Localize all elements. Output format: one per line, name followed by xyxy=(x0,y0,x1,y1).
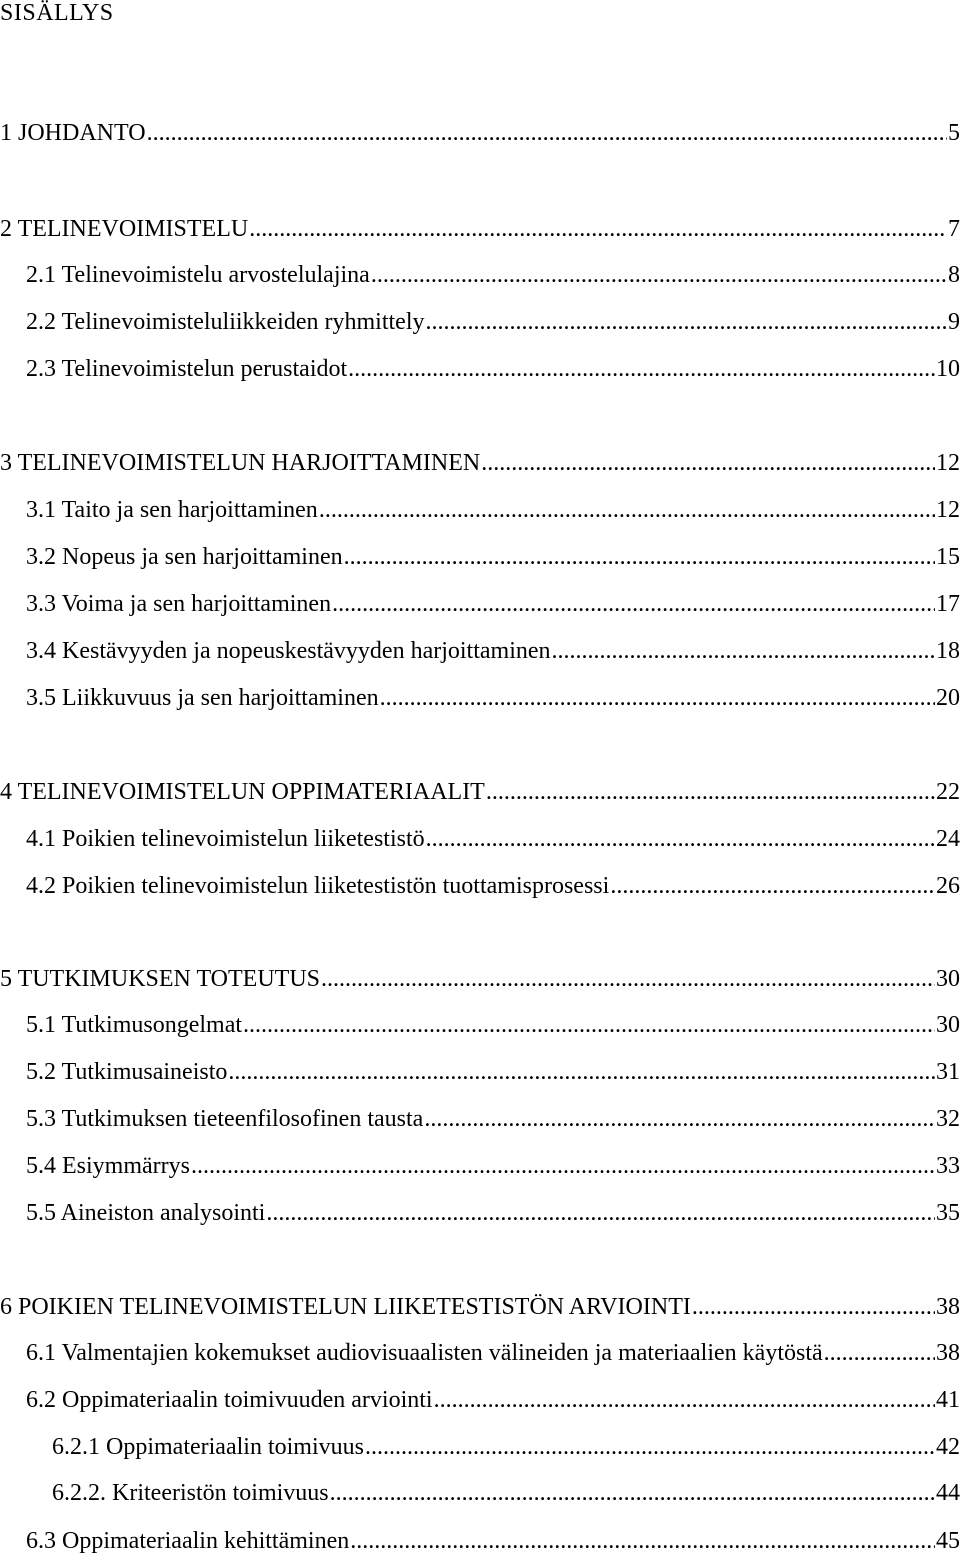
toc-entry[interactable] xyxy=(26,1383,960,1413)
toc-entry-title: 1 JOHDANTO xyxy=(0,120,146,146)
page-title: SISÄLLYS xyxy=(0,0,114,26)
toc-dot-leader xyxy=(266,1200,935,1226)
toc-entry[interactable] xyxy=(0,962,960,992)
toc-entry[interactable] xyxy=(26,352,960,382)
toc-entry-title: 5 TUTKIMUKSEN TOTEUTUS xyxy=(0,966,321,992)
toc-page-number: 30 xyxy=(936,966,960,992)
toc-entry-title: 2.1 Telinevoimistelu arvostelulajina xyxy=(26,262,370,288)
toc-dot-leader xyxy=(824,1340,935,1366)
toc-dot-leader xyxy=(321,966,935,992)
toc-entry[interactable] xyxy=(26,1008,960,1038)
toc-entry-title: 5.2 Tutkimusaineisto xyxy=(26,1059,228,1085)
toc-entry[interactable] xyxy=(26,540,960,570)
toc-page-number: 9 xyxy=(948,309,960,335)
toc-page-number: 33 xyxy=(936,1153,960,1179)
toc-page-number: 24 xyxy=(936,826,960,852)
toc-page-number: 12 xyxy=(936,450,960,476)
toc-entry[interactable] xyxy=(52,1430,960,1460)
toc-entry[interactable] xyxy=(26,634,960,664)
toc-page-number: 7 xyxy=(948,216,960,242)
toc-entry-title: 2 TELINEVOIMISTELU xyxy=(0,216,249,242)
toc-entry-title: 3.5 Liikkuvuus ja sen harjoittaminen xyxy=(26,685,379,711)
toc-entry[interactable] xyxy=(26,305,960,335)
toc-entry-title: 6.1 Valmentajien kokemukset audiovisuaalisten välineiden ja materiaalien käytöstä xyxy=(26,1340,823,1366)
toc-dot-leader xyxy=(486,779,935,805)
toc-entry-title: 6.2.1 Oppimateriaalin toimivuus xyxy=(52,1434,364,1460)
toc-entry-title: 2.2 Telinevoimisteluliikkeiden ryhmittely xyxy=(26,309,425,335)
toc-entry[interactable] xyxy=(26,587,960,617)
toc-page-number: 42 xyxy=(936,1434,960,1460)
toc-page-number: 31 xyxy=(936,1059,960,1085)
toc-entry[interactable] xyxy=(52,1476,960,1506)
toc-dot-leader xyxy=(319,497,935,523)
toc-entry[interactable] xyxy=(26,1102,960,1132)
toc-dot-leader xyxy=(243,1012,935,1038)
toc-entry-title: 6.2.2. Kriteeristön toimivuus xyxy=(52,1480,329,1506)
toc-dot-leader xyxy=(424,1106,935,1132)
toc-entry[interactable] xyxy=(0,1290,960,1320)
toc-dot-leader xyxy=(610,873,935,899)
toc-entry[interactable] xyxy=(26,681,960,711)
toc-entry-title: 4 TELINEVOIMISTELUN OPPIMATERIAALIT xyxy=(0,779,485,805)
toc-dot-leader xyxy=(228,1059,935,1085)
toc-page-number: 18 xyxy=(936,638,960,664)
toc-dot-leader xyxy=(481,450,935,476)
toc-page-number: 35 xyxy=(936,1200,960,1226)
toc-page-number: 8 xyxy=(948,262,960,288)
toc-entry[interactable] xyxy=(26,1196,960,1226)
toc-page-number: 22 xyxy=(936,779,960,805)
toc-dot-leader xyxy=(425,309,947,335)
toc-entry-title: 3 TELINEVOIMISTELUN HARJOITTAMINEN xyxy=(0,450,481,476)
toc-entry-title: 6 POIKIEN TELINEVOIMISTELUN LIIKETESTISTÖN ARVIOINTI xyxy=(0,1294,691,1320)
toc-page-number: 41 xyxy=(936,1387,960,1413)
toc-entry-title: 5.5 Aineiston analysointi xyxy=(26,1200,266,1226)
toc-dot-leader xyxy=(552,638,935,664)
toc-dot-leader xyxy=(692,1294,935,1320)
toc-dot-leader xyxy=(426,826,935,852)
toc-page-number: 26 xyxy=(936,873,960,899)
toc-page-number: 5 xyxy=(948,120,960,146)
toc-entry-title: 3.2 Nopeus ja sen harjoittaminen xyxy=(26,544,343,570)
toc-entry-title: 4.1 Poikien telinevoimistelun liiketestistö xyxy=(26,826,425,852)
toc-entry-title: 3.3 Voima ja sen harjoittaminen xyxy=(26,591,332,617)
toc-entry[interactable] xyxy=(26,1149,960,1179)
toc-dot-leader xyxy=(371,262,947,288)
toc-entry[interactable] xyxy=(0,446,960,476)
toc-entry[interactable] xyxy=(26,1524,960,1554)
toc-entry[interactable] xyxy=(26,822,960,852)
toc-page-number: 30 xyxy=(936,1012,960,1038)
toc-entry[interactable] xyxy=(26,258,960,288)
toc-entry[interactable] xyxy=(0,212,960,242)
toc-entry[interactable] xyxy=(26,1336,960,1366)
toc-entry-title: 5.3 Tutkimuksen tieteenfilosofinen tausta xyxy=(26,1106,424,1132)
toc-entry-title: 2.3 Telinevoimistelun perustaidot xyxy=(26,356,348,382)
toc-entry[interactable] xyxy=(26,493,960,523)
toc-dot-leader xyxy=(249,216,947,242)
toc-page-number: 45 xyxy=(936,1528,960,1554)
toc-page-number: 20 xyxy=(936,685,960,711)
toc-entry[interactable] xyxy=(0,775,960,805)
toc-dot-leader xyxy=(332,591,935,617)
toc-dot-leader xyxy=(191,1153,935,1179)
toc-entry-title: 6.2 Oppimateriaalin toimivuuden arviointi xyxy=(26,1387,433,1413)
toc-page-number: 10 xyxy=(936,356,960,382)
toc-page-number: 38 xyxy=(936,1340,960,1366)
toc-page-number: 17 xyxy=(936,591,960,617)
toc-dot-leader xyxy=(350,1528,935,1554)
toc-entry-title: 6.3 Oppimateriaalin kehittäminen xyxy=(26,1528,350,1554)
toc-entry-title: 3.1 Taito ja sen harjoittaminen xyxy=(26,497,318,523)
toc-entry[interactable] xyxy=(0,116,960,146)
toc-page-number: 44 xyxy=(936,1480,960,1506)
toc-page-number: 12 xyxy=(936,497,960,523)
toc-entry[interactable] xyxy=(26,1055,960,1085)
toc-dot-leader xyxy=(434,1387,935,1413)
toc-entry[interactable] xyxy=(26,869,960,899)
toc-entry-title: 4.2 Poikien telinevoimistelun liiketestistön tuottamisprosessi xyxy=(26,873,610,899)
toc-page-number: 32 xyxy=(936,1106,960,1132)
toc-page-number: 38 xyxy=(936,1294,960,1320)
toc-entry-title: 3.4 Kestävyyden ja nopeuskestävyyden harjoittaminen xyxy=(26,638,551,664)
toc-dot-leader xyxy=(348,356,935,382)
toc-dot-leader xyxy=(344,544,935,570)
toc-dot-leader xyxy=(147,120,947,146)
toc-dot-leader xyxy=(330,1480,935,1506)
toc-dot-leader xyxy=(365,1434,935,1460)
toc-entry-title: 5.1 Tutkimusongelmat xyxy=(26,1012,243,1038)
toc-entry-title: 5.4 Esiymmärrys xyxy=(26,1153,190,1179)
toc-dot-leader xyxy=(380,685,935,711)
toc-page-number: 15 xyxy=(936,544,960,570)
